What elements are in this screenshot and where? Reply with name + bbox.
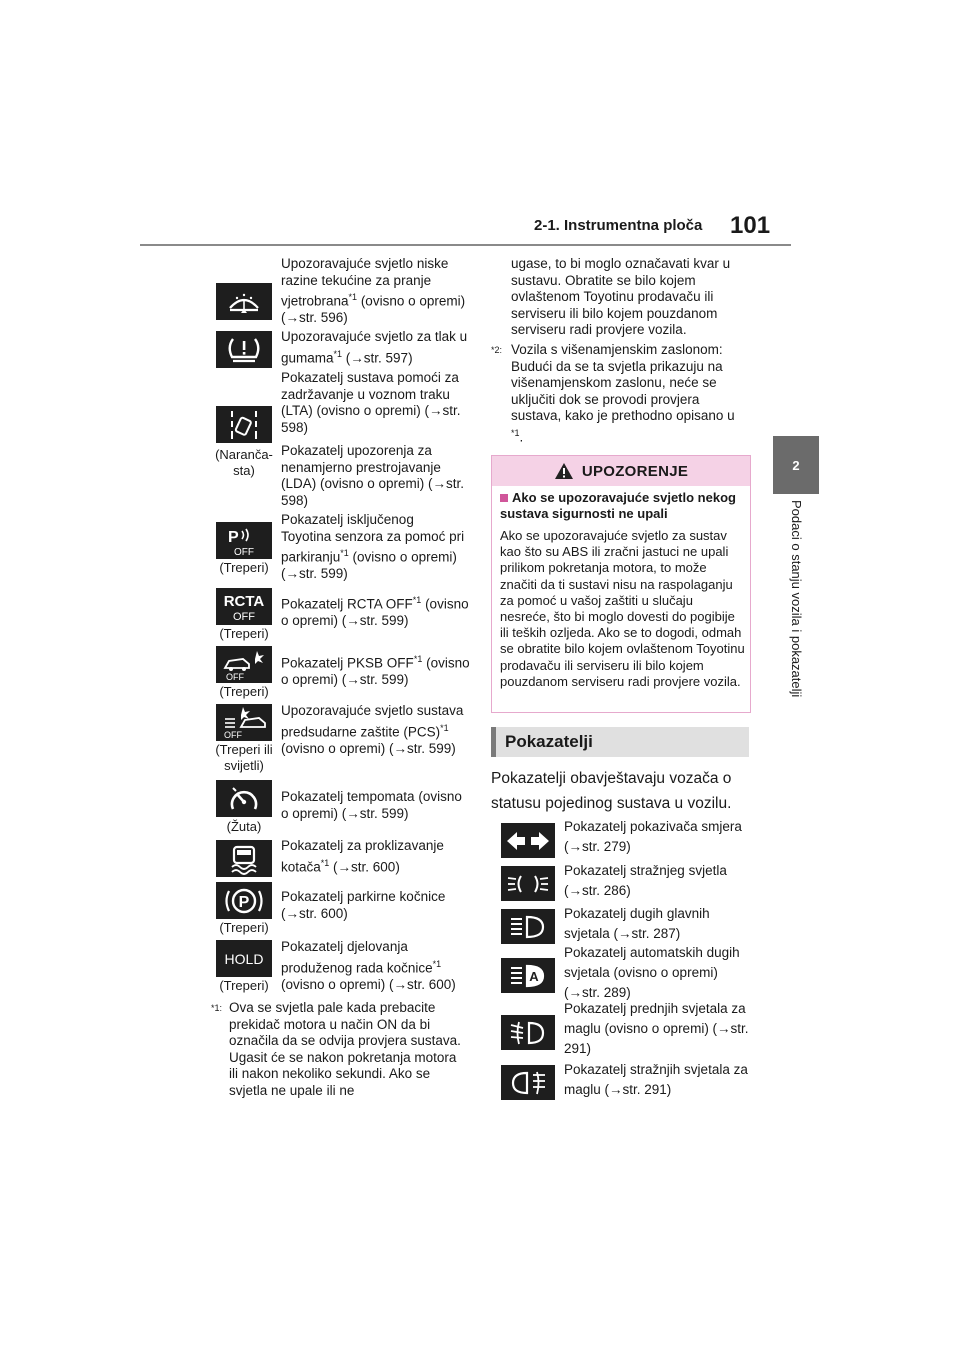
indicator-tail-text: Pokazatelj stražnjeg svjetla (→str. 286) [564, 863, 727, 898]
svg-text:P: P [228, 528, 239, 546]
item-hold-text: Pokazatelj djelovanja produženog rada kočnice$^{*1}$ (ovisno o opremi) (→str. 600) [281, 939, 456, 992]
footnote-1 [211, 1000, 473, 1100]
turn-signal-icon [501, 823, 555, 858]
lane-assist-icon [216, 406, 272, 443]
indicator-turn-text: Pokazatelj pokazivača smjera (→str. 279) [564, 819, 742, 854]
item-lta-caption: (Naranča-sta) [215, 447, 273, 478]
item-pksb-text: Pokazatelj PKSB OFF$^{*1}$ (ovisno o opremi) (→str. 599) [281, 654, 470, 687]
item-parking-sensor-text: Pokazatelj isključenog Toyotina senzora za pomoć pri parkiranju$^{*1}$ (ovisno o opremi) (→str. 599) [281, 512, 465, 581]
off-label: OFF [234, 546, 254, 557]
parking-brake-icon [216, 882, 272, 919]
warning-triangle-icon [554, 462, 574, 480]
parking-sensor-off-icon [216, 522, 272, 559]
indicators-intro: Pokazatelji obavještavaju vozača o statusu pojedinog sustava u vozilu. [491, 770, 732, 812]
footnote-1-continued: ugase, to bi moglo označavati kvar u sustavu. Obratite se bilo kojem ovlaštenom Toyotinu prodavaču ili serviseru ili bilo kojem pouzdanom serviseru radi provjere vozila. [511, 256, 731, 337]
tire-pressure-icon [216, 331, 272, 368]
item-pcs-text: Upozoravajuće svjetlo sustava predsudarne zaštite (PCS)$^{*1}$ (ovisno o opremi) (→str. 599) [281, 703, 464, 756]
indicators-heading: Pokazatelji [491, 727, 749, 757]
item-pksb-caption: (Treperi) [219, 684, 269, 699]
indicator-front-fog-text: Pokazatelj prednjih svjetala za maglu (ovisno o opremi) (→str. 291) [564, 1001, 749, 1056]
footnote-2-text: Vozila s višenamjenskim zaslonom: Budući da se ta svjetla prikazuju na višenamjenskom zaslonu, neće se uključiti dok se provodi provjera sustava, kako je prethodno opisano u $^{*1}$. [511, 342, 735, 444]
tail-light-icon [501, 866, 555, 901]
item-parking-sensor-caption: (Treperi) [219, 560, 269, 575]
bullet-square-icon [500, 494, 508, 502]
indicator-auto-high-beam-text: Pokazatelj automatskih dugih svjetala (ovisno o opremi) (→str. 289) [564, 945, 740, 1000]
item-pcs-caption: (Treperi ili svijetli) [215, 742, 273, 773]
page-number: 101 [730, 212, 771, 239]
indicator-high-beam-text: Pokazatelj dugih glavnih svjetala (→str. 287) [564, 906, 710, 941]
item-cruise-caption: (Žuta) [226, 819, 262, 834]
warning-box [491, 455, 751, 713]
high-beam-icon [501, 909, 555, 944]
rear-fog-icon [501, 1065, 555, 1100]
item-lta-text: Pokazatelj sustava pomoći za zadržavanje u voznom traku (LTA) (ovisno o opremi) (→str. 598) [281, 370, 461, 435]
item-lda-text: Pokazatelj upozorenja za nenamjerno prestrojavanje (LDA) (ovisno o opremi) (→str. 598) [281, 443, 465, 508]
off-label: OFF [224, 729, 242, 740]
rcta-off-icon [216, 588, 272, 625]
pcs-off-icon [216, 704, 272, 741]
indicator-rear-fog-text: Pokazatelj stražnjih svjetala za maglu (→str. 291) [564, 1062, 748, 1097]
rcta-label: RCTA [223, 592, 265, 610]
a-label: A [529, 968, 539, 984]
section-title: 2-1. Instrumentna ploča [534, 217, 703, 234]
off-label: OFF [226, 671, 244, 682]
chapter-label [786, 500, 806, 760]
warning-header [492, 456, 750, 486]
item-parking-brake-text: Pokazatelj parkirne kočnice (→str. 600) [281, 889, 446, 921]
footnote-2 [491, 342, 753, 447]
hold-label: HOLD [224, 950, 264, 967]
chapter-label-text: Podaci o stanju vozila i pokazatelji [789, 500, 804, 698]
footnote-2-label: *2: [491, 345, 503, 355]
item-tire-text: Upozoravajuće svjetlo za tlak u gumama$^{*1}$ (→str. 597) [281, 329, 468, 365]
warning-body: Ako se upozoravajuće svjetlo za sustav kao što su ABS ili zračni jastuci ne upali prilikom pokretanja motora, to može značiti da ti sustavi nisu na raspolaganju za pomoć u vašoj zaštiti u slučaju nesreće, što bi moglo dovesti do pogibije ili teških ozljeda. Ako se to dogodi, odmah se obratite bilo kojem ovlaštenom Toyotinu prodavaču ili serviseru ili bilo kojem pouzdanom serviseru radi provjere vozila. [500, 528, 745, 689]
auto-high-beam-icon [501, 958, 555, 993]
front-fog-icon [501, 1015, 555, 1050]
item-hold-caption: (Treperi) [219, 978, 269, 993]
item-rcta-caption: (Treperi) [219, 626, 269, 641]
brake-hold-icon [216, 940, 272, 977]
item-washer-text: Upozoravajuće svjetlo niske razine tekućine za pranje vjetrobrana$^{*1}$ (ovisno o opremi) (→str. 596) [281, 256, 466, 325]
item-cruise-text: Pokazatelj tempomata (ovisno o opremi) (→str. 599) [281, 789, 462, 821]
item-rcta-text: Pokazatelj RCTA OFF$^{*1}$ (ovisno o opremi) (→str. 599) [281, 595, 469, 628]
slip-indicator-icon [216, 840, 272, 877]
chapter-tab[interactable]: 2 [773, 436, 819, 494]
washer-fluid-icon [216, 283, 272, 320]
footnote-1-text: Ova se svjetla pale kada prebacite prekidač motora u način ON da bi označila da se odvija provjera sustava. Ugasit će se nakon pokretanja motora ili nakon nekoliko sekundi. Ako se svjetla ne upale ili ne [229, 1000, 461, 1098]
cruise-control-icon [216, 780, 272, 817]
p-label: P [238, 893, 250, 911]
warning-title: Ako se upozoravajuće svjetlo nekog sustava sigurnosti ne upali [500, 490, 736, 521]
item-parking-brake-caption: (Treperi) [219, 920, 269, 935]
footnote-1-label: *1: [211, 1003, 223, 1013]
header-divider [140, 244, 791, 246]
item-slip-text: Pokazatelj za proklizavanje kotača$^{*1}$ (→str. 600) [281, 838, 444, 874]
off-label: OFF [233, 610, 255, 623]
warning-heading: UPOZORENJE [581, 462, 689, 480]
pksb-off-icon [216, 646, 272, 683]
